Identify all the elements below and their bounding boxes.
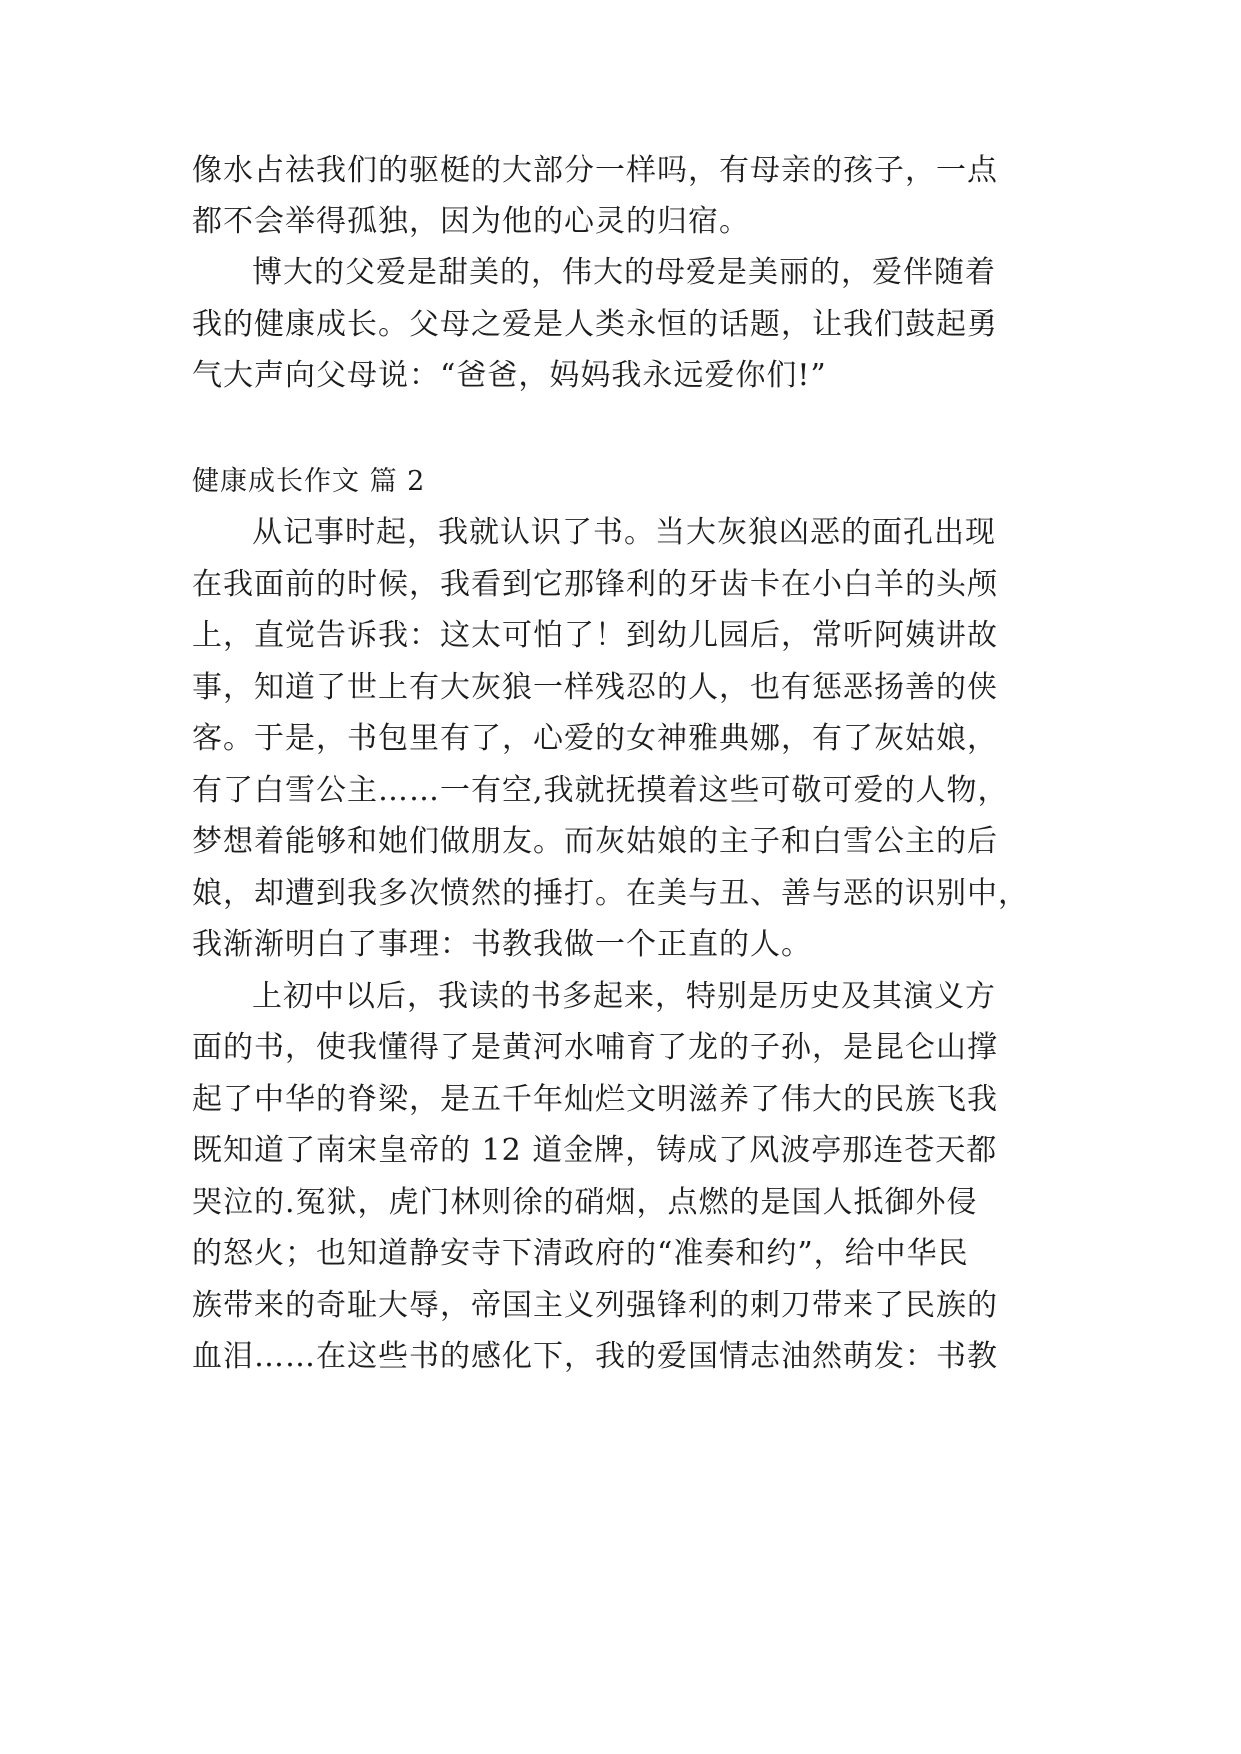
- text-line: 有了白雪公主……一有空,我就抚摸着这些可敬可爱的人物，: [192, 773, 1009, 808]
- text-line: 在我面前的时候，我看到它那锋利的牙齿卡在小白羊的头颅: [192, 567, 998, 602]
- text-line: 像水占祛我们的驱梃的大部分一样吗，有母亲的孩子，一点: [192, 153, 998, 188]
- text-line: 娘，却遭到我多次愤然的捶打。在美与丑、善与恶的识别中，: [192, 876, 1029, 911]
- text-line: 事，知道了世上有大灰狼一样残忍的人，也有惩恶扬善的侠: [192, 670, 998, 705]
- text-line: 血泪……在这些书的感化下，我的爱国情志油然萌发：书教: [192, 1339, 998, 1374]
- paragraph-first-line: 上初中以后，我读的书多起来，特别是历史及其演义方: [252, 979, 996, 1014]
- paragraph-first-line: 从记事时起，我就认识了书。当大灰狼凶恶的面孔出现: [252, 515, 996, 550]
- text-line: 既知道了南宋皇帝的 12 道金牌，铸成了风波亭那连苍天都: [192, 1133, 998, 1168]
- text-line: 气大声向父母说：“爸爸，妈妈我永远爱你们!”: [192, 358, 827, 393]
- paragraph-first-line: 博大的父爱是甜美的，伟大的母爱是美丽的，爱伴随着: [252, 255, 996, 290]
- text-line: 面的书，使我懂得了是黄河水哺育了龙的子孙，是昆仑山撑: [192, 1030, 998, 1065]
- text-line: 我渐渐明白了事理：书教我做一个正直的人。: [192, 927, 812, 962]
- text-line: 族带来的奇耻大辱，帝国主义列强锋利的刺刀带来了民族的: [192, 1288, 998, 1323]
- text-line: 上，直觉告诉我：这太可怕了！到幼儿园后，常听阿姨讲故: [192, 618, 998, 653]
- text-line: 哭泣的.冤狱，虎门林则徐的硝烟，点燃的是国人抵御外侵: [192, 1185, 978, 1220]
- section-heading: 健康成长作文 篇 2: [192, 466, 426, 497]
- text-line: 我的健康成长。父母之爱是人类永恒的话题，让我们鼓起勇: [192, 307, 998, 342]
- text-line: 起了中华的脊梁，是五千年灿烂文明滋养了伟大的民族飞我: [192, 1082, 998, 1117]
- text-line: 客。于是，书包里有了，心爱的女神雅典娜，有了灰姑娘，: [192, 721, 998, 756]
- text-line: 的怒火；也知道静安寺下清政府的“准奏和约”，给中华民: [192, 1236, 969, 1271]
- text-line: 梦想着能够和她们做朋友。而灰姑娘的主子和白雪公主的后: [192, 824, 998, 859]
- text-line: 都不会举得孤独，因为他的心灵的归宿。: [192, 204, 750, 239]
